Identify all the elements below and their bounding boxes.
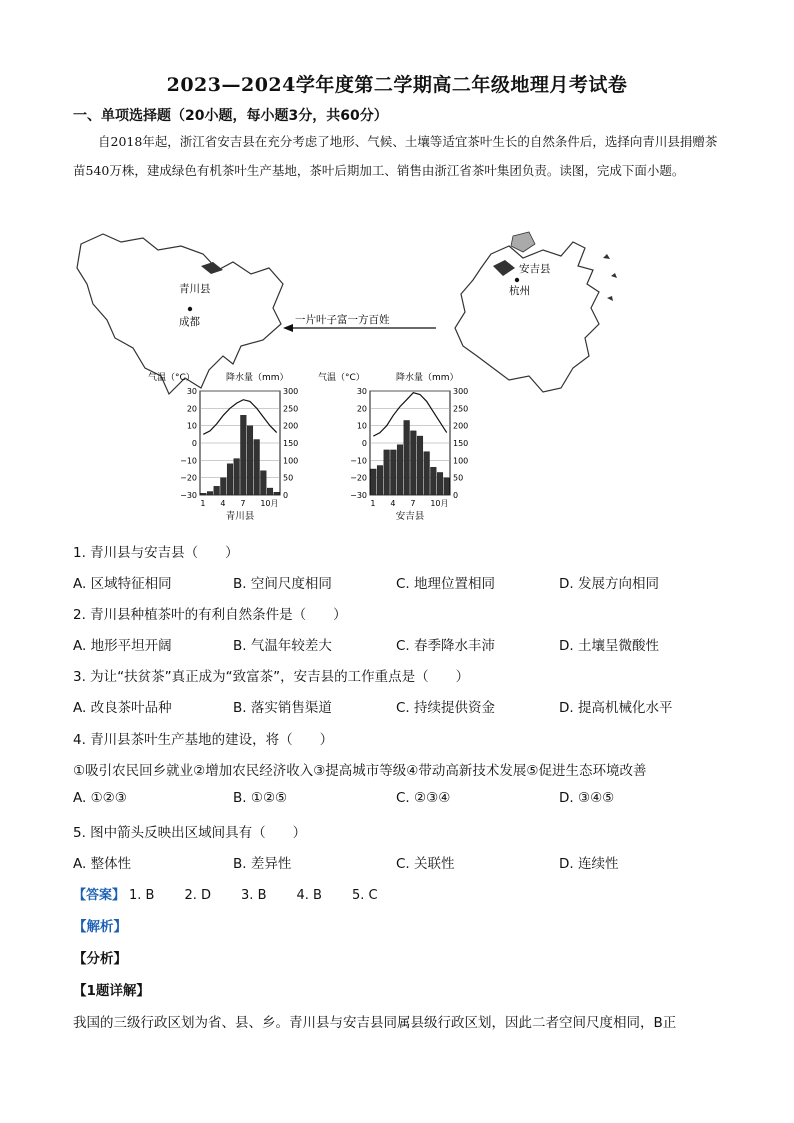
exam-title: 2023—2024学年度第二学期高二年级地理月考试卷: [166, 74, 628, 96]
precip-bar: [201, 493, 207, 495]
answer-tag: 【答案】: [73, 888, 126, 903]
detail-text: 我国的三级行政区划为省、县、乡。青川县与安吉县同属县级行政区划，因此二者空间尺度相同，B正: [73, 1015, 677, 1031]
x-tick-label: 1: [370, 499, 376, 508]
precip-bar: [377, 466, 383, 495]
precip-bar: [437, 472, 443, 495]
tick-label-temp: 20: [356, 404, 367, 414]
arrow-label: 一片叶子富一方百姓: [295, 314, 390, 326]
precip-bar: [431, 467, 437, 495]
section-heading: 一、单项选择题（20小题，每小题3分，共60分）: [73, 108, 388, 124]
precip-bar: [391, 450, 397, 495]
question-5-stem: 5. 图中箭头反映出区域间具有（ ）: [73, 825, 307, 841]
question-4-stem: 4. 青川县茶叶生产基地的建设，将（ ）: [73, 732, 334, 748]
fenxi-tag: 【分析】: [73, 951, 127, 967]
tick-label-temp: −10: [350, 456, 367, 466]
precip-bar: [207, 492, 213, 495]
tick-label-temp: −10: [180, 456, 197, 466]
hangzhou-dot: [515, 278, 519, 282]
precip-bar: [404, 420, 410, 495]
x-tick-label: 1: [200, 499, 206, 508]
intro-text: 自2018年起，浙江省安吉县在充分考虑了地形、气候、土壤等适宜茶叶生长的自然条件后，选择向青川县捐赠茶苗540万株，建成绿色有机茶叶生产基地，茶叶后期加工、销售由浙江省茶叶集团负责。读图，完成下面小题。: [73, 134, 718, 178]
q2-option-d: D. 土壤呈微酸性: [559, 638, 659, 654]
tick-label-temp: 10: [356, 421, 367, 431]
precip-bar: [261, 471, 267, 495]
x-tick-label: 10月: [260, 499, 279, 508]
answer-2: 2. D: [184, 888, 212, 903]
sichuan-map-outline: [77, 234, 283, 394]
tick-label-temp: −20: [180, 473, 197, 483]
precip-bar: [371, 469, 377, 495]
tick-label-temp: −30: [180, 491, 197, 500]
x-tick-label: 4: [220, 499, 226, 508]
tick-label-temp: 0: [361, 439, 367, 448]
answer-3: 3. B: [241, 888, 267, 903]
analysis-tag: 【解析】: [73, 919, 127, 935]
ylabel-temp: 气温（°C）: [148, 373, 195, 383]
tick-label-temp: 30: [186, 387, 197, 396]
q3-option-b: B. 落实销售渠道: [233, 700, 332, 716]
tick-label-precip: 150: [283, 439, 299, 448]
tick-label-precip: 150: [453, 439, 469, 448]
tick-label-temp: 10: [186, 421, 197, 431]
q5-option-b: B. 差异性: [233, 856, 292, 872]
precip-bar: [234, 459, 240, 495]
q2-option-a: A. 地形平坦开阔: [73, 638, 172, 654]
qingchuan-area: [201, 262, 223, 274]
precip-bar: [411, 431, 417, 495]
q1-option-d: D. 发展方向相同: [559, 576, 659, 592]
ylabel-precip: 降水量（mm）: [226, 373, 289, 383]
map-label-hangzhou: 杭州: [509, 285, 530, 297]
answer-4: 4. B: [296, 888, 322, 903]
precip-bar: [384, 450, 390, 495]
precip-bar: [227, 464, 233, 495]
q1-option-c: C. 地理位置相同: [396, 576, 496, 592]
tick-label-temp: 20: [186, 404, 197, 414]
answer-1: 1. B: [129, 888, 155, 903]
precip-bar: [214, 486, 220, 495]
tick-label-precip: 100: [283, 456, 299, 466]
x-tick-label: 7: [240, 499, 246, 508]
tick-label-precip: 100: [453, 456, 469, 466]
precip-bar: [424, 452, 430, 495]
tick-label-temp: 30: [356, 387, 367, 396]
q5-option-c: C. 关联性: [396, 856, 455, 872]
temp-line: [203, 400, 276, 435]
x-tick-label: 10月: [430, 499, 449, 508]
precip-bar: [241, 415, 247, 495]
map-label-qingchuan: 青川县: [179, 283, 211, 295]
q1-option-a: A. 区域特征相同: [73, 576, 172, 592]
tick-label-precip: 0: [453, 491, 459, 500]
islands: [603, 254, 617, 301]
precip-bar: [247, 426, 253, 495]
x-tick-label: 4: [390, 499, 396, 508]
q5-option-d: D. 连续性: [559, 856, 619, 872]
tick-label-precip: 200: [453, 421, 469, 431]
q5-option-a: A. 整体性: [73, 856, 132, 872]
taihu-lake: [511, 232, 535, 252]
tick-label-precip: 50: [453, 473, 464, 483]
map-label-anji: 安吉县: [519, 263, 551, 275]
flow-arrow-head: [283, 324, 293, 332]
precip-bar: [444, 478, 450, 495]
precip-bar: [221, 478, 227, 495]
q2-option-c: C. 春季降水丰沛: [396, 638, 496, 654]
precip-bar: [417, 436, 423, 495]
precip-bar: [267, 488, 273, 495]
chengdu-dot: [188, 307, 192, 311]
tick-label-temp: 0: [191, 439, 197, 448]
q3-option-c: C. 持续提供资金: [396, 700, 496, 716]
precip-bar: [254, 440, 260, 495]
precip-bar: [397, 445, 403, 495]
tick-label-temp: −30: [350, 491, 367, 500]
ylabel-precip: 降水量（mm）: [396, 373, 459, 383]
answer-5: 5. C: [351, 888, 378, 903]
question-2-stem: 2. 青川县种植茶叶的有利自然条件是（ ）: [73, 607, 347, 623]
temp-line: [373, 393, 446, 436]
tick-label-precip: 200: [283, 421, 299, 431]
q3-option-a: A. 改良茶叶品种: [73, 700, 172, 716]
precip-bar: [274, 492, 280, 495]
q2-option-b: B. 气温年较差大: [233, 638, 332, 654]
intro-paragraph: [73, 127, 723, 185]
chart-title: 青川县: [225, 511, 255, 522]
answer-line: [73, 884, 378, 903]
anji-area: [493, 260, 515, 276]
tick-label-precip: 250: [453, 404, 469, 414]
detail-tag: 【1题详解】: [73, 983, 150, 999]
tick-label-temp: −20: [350, 473, 367, 483]
q4-option-c: C. ②③④: [396, 790, 451, 806]
q4-option-a: A. ①②③: [73, 790, 127, 806]
question-1-stem: 1. 青川县与安吉县（ ）: [73, 545, 239, 561]
climate-chart-anji: [318, 371, 468, 522]
x-tick-label: 7: [410, 499, 416, 508]
figure-maps-and-climate: [73, 228, 723, 528]
q4-option-b: B. ①②⑤: [233, 790, 288, 806]
climate-chart-qingchuan: [148, 371, 298, 522]
map-label-chengdu: 成都: [179, 316, 200, 328]
tick-label-precip: 50: [283, 473, 294, 483]
ylabel-temp: 气温（°C）: [318, 373, 365, 383]
chart-title: 安吉县: [395, 511, 425, 522]
question-3-stem: 3. 为让“扶贫茶”真正成为“致富茶”，安吉县的工作重点是（ ）: [73, 669, 470, 685]
q3-option-d: D. 提高机械化水平: [559, 700, 673, 716]
tick-label-precip: 300: [453, 387, 469, 396]
question-4-sub: ①吸引农民回乡就业②增加农民经济收入③提高城市等级④带动高新技术发展⑤促进生态环境改善: [73, 763, 647, 779]
q4-option-d: D. ③④⑤: [559, 790, 615, 806]
q1-option-b: B. 空间尺度相同: [233, 576, 332, 592]
tick-label-precip: 0: [283, 491, 289, 500]
tick-label-precip: 250: [283, 404, 299, 414]
tick-label-precip: 300: [283, 387, 299, 396]
